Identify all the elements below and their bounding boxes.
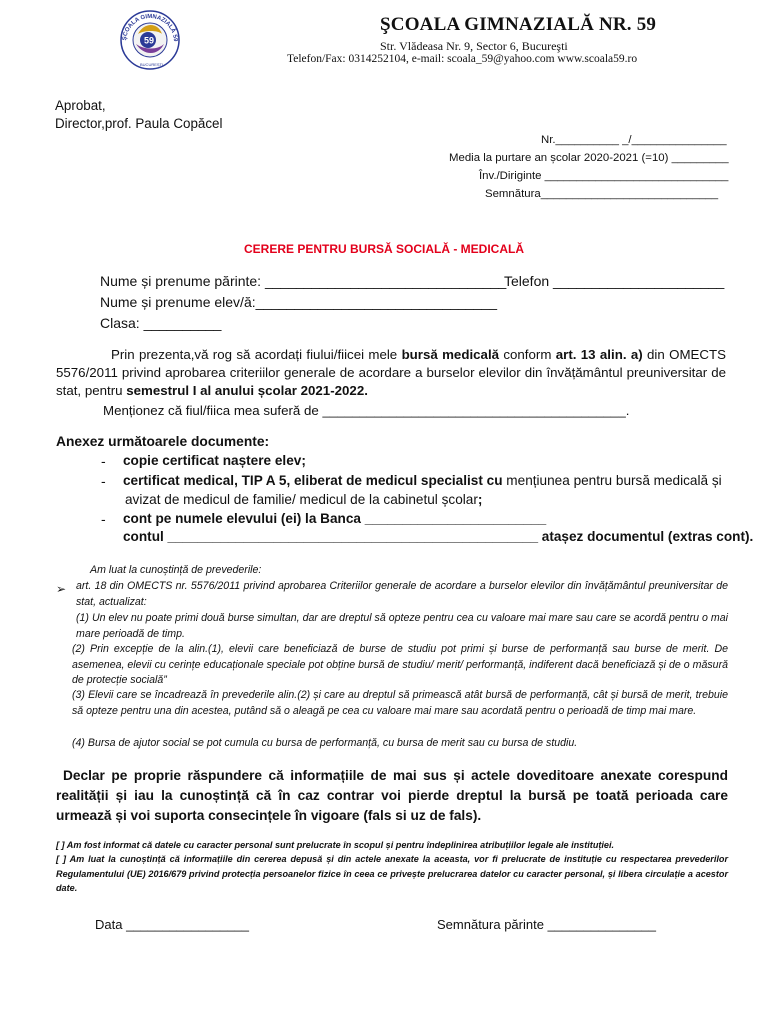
page-title: CERERE PENTRU BURSĂ SOCIALĂ - MEDICALĂ [243, 242, 524, 256]
bullet-3: - [101, 511, 106, 527]
school-contact: Telefon/Fax: 0314252104, e-mail: scoala_59@yahoo.com www.scoala59.ro [287, 53, 638, 65]
legal-intro: Am luat la cunoștință de prevederile: [90, 564, 262, 576]
svg-text:59: 59 [144, 35, 155, 46]
request-paragraph: Prin prezenta,vă rog să acordați fiului/fiicei mele bursă medicală conform art. 13 alin. a) din OMECTS 5576/2011 privind aprobarea criteriilor generale de acordare a burselor elevilor din învățământul preuniversitar de stat, pentru semestrul I al anului școlar 2021-2022. [56, 347, 726, 398]
consent-checkbox-data-processing[interactable]: [ ] Am fost informat că datele cu caracter personal sunt prelucrate în scopul și pentru îndeplinirea atribuțiilor legale ale instituției. [56, 840, 615, 850]
class-field[interactable]: Clasa: __________ [100, 315, 222, 331]
legal-paragraph-3: (3) Elevii care se încadrează în prevederile alin.(2) și care au dreptul să primească atât bursă de performanță, cât și bursă de merit, trebuie să opteze pentru una din acestea, putând să o aleagă pe cea cu valoare mai mare sau acordată pentru o perioadă de timp mai mare. [72, 689, 728, 717]
registry-signature: Semnătura____________________________ [485, 188, 719, 200]
registry-media: Media la purtare an școlar 2020-2021 (=10) _________ [449, 152, 729, 164]
document-item-birth-certificate: copie certificat naștere elev; [123, 453, 306, 468]
bullet-2: - [101, 473, 106, 489]
parent-signature-field[interactable]: Semnătura părinte _______________ [437, 917, 657, 932]
svg-text:BUCUREȘTI: BUCUREȘTI [140, 62, 164, 67]
legal-article: art. 18 din OMECTS nr. 5576/2011 privind aprobarea Criteriilor generale de acordare a burselor elevilor din învățământul preuniversitar de stat, actualizat: [76, 580, 728, 608]
svg-text:ȘCOALA GIMNAZIALĂ 59: ȘCOALA GIMNAZIALĂ 59 [121, 13, 179, 42]
parent-name-field[interactable]: Nume și prenume părinte: _______________________________ [100, 273, 507, 289]
school-name: ŞCOALA GIMNAZIALĂ NR. 59 [380, 14, 657, 35]
document-item-bank-account-line2[interactable]: contul _________________________________________________ atașez documentul (extras cont). [123, 529, 754, 544]
declaration-paragraph: Declar pe proprie răspundere că informațiile de mai sus și actele doveditoare anexate corespund realității și iau la cunoștință că în caz contrar voi pierde dreptul la bursă pe toată perioada care urmează și voi suporta consecințele în vigoare (fals si uz de fals). [56, 768, 728, 823]
document-item-medical-certificate-line2: avizat de medicul de familie/ medicul de la cabinetul școlar; [125, 492, 483, 507]
bullet-1: - [101, 453, 106, 469]
student-name-field[interactable]: Nume și prenume elev/ă:_______________________________ [100, 294, 497, 310]
legal-paragraph-2: (2) Prin excepție de la alin.(1), elevii care beneficiază de burse de studiu pot primi și burse de performanță sau burse de merit. De asemenea, elevii cu cerințe educaționale speciale pot obține bursă de studiu/ merit/ performanță, indiferent dacă beneficiază și de o măsură de protecție socială” [72, 643, 728, 686]
document-item-medical-certificate: certificat medical, TIP A 5, eliberat de medicul specialist cu mențiunea pentru bursă medicală și [123, 473, 722, 488]
phone-field[interactable]: Telefon ______________________ [504, 273, 725, 289]
illness-mention-field[interactable]: Menționez că fiul/fiica mea suferă de _________________________________________. [103, 403, 630, 418]
legal-paragraph-1: (1) Un elev nu poate primi două burse simultan, dar are dreptul să opteze pentru cea cu valoare mai mare sau care se acordă pentru o mai mare perioadă de timp. [76, 612, 728, 640]
document-item-bank-account[interactable]: cont pe numele elevului (ei) la Banca ________________________ [123, 511, 547, 526]
date-field[interactable]: Data _________________ [95, 917, 249, 932]
registry-number: Nr.__________ _/_______________ [541, 134, 727, 146]
school-logo-icon [118, 8, 182, 72]
legal-paragraph-4: (4) Bursa de ajutor social se pot cumula cu bursa de performanță, cu bursa de merit sau cu bursa de studiu. [72, 737, 578, 749]
consent-checkbox-gdpr[interactable]: [ ] Am luat la cunoștință că informațiile din cererea depusă și din actele anexate la aceasta, vor fi prelucrate de instituție cu respectarea prevederilor Regulamentului (UE) 2016/679 privind protecția persoanelor fizice în ceea ce privește prelucrarea datelor cu caracter personal, și libera circulație a acestor date. [56, 854, 728, 893]
approval-line-2: Director,prof. Paula Copăcel [55, 116, 223, 131]
school-address: Str. Vlădeasa Nr. 9, Sector 6, Bucureşti [380, 39, 568, 53]
documents-heading: Anexez următoarele documente: [56, 434, 270, 449]
registry-diriginte: Înv./Diriginte _____________________________ [479, 170, 729, 182]
approval-line-1: Aprobat, [55, 98, 106, 113]
arrow-bullet-icon: ➢ [56, 582, 67, 596]
